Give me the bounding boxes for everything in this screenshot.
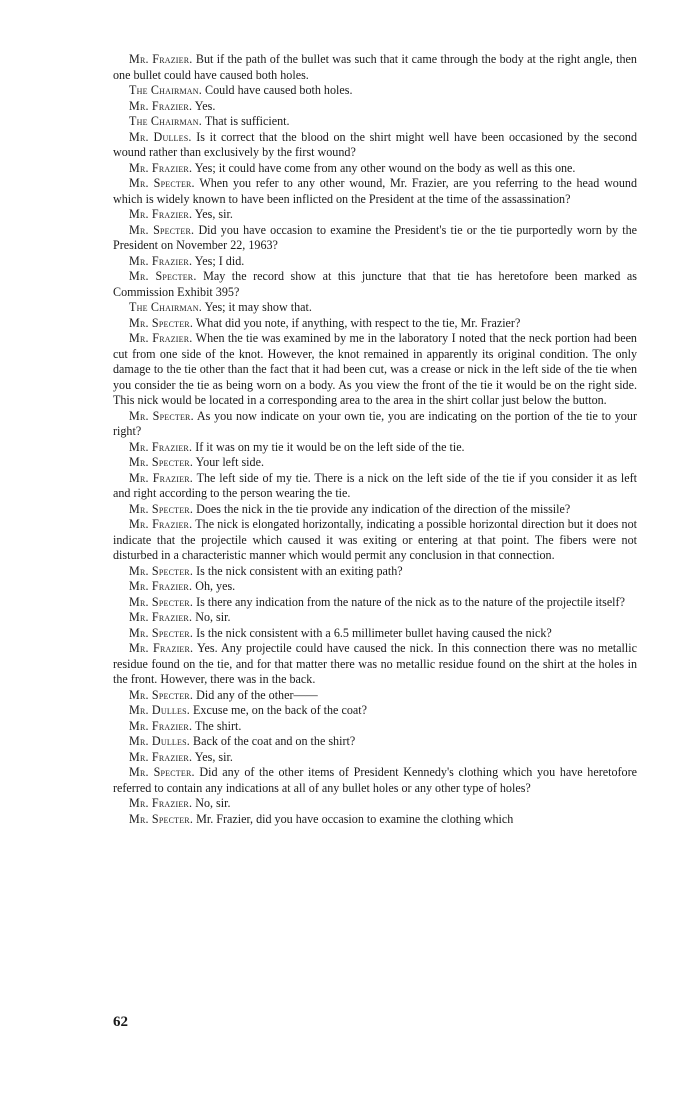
statement-text: Yes. [194,98,216,113]
statement-text: Is it correct that the blood on the shirt might well have been occasioned by the second wound rather than exclusively by the first wound? [113,129,637,159]
speaker-name: Mr. Frazier. [129,610,193,624]
speaker-name: The Chairman. [129,83,202,97]
testimony-paragraph [113,331,637,409]
statement-text: No, sir. [195,796,231,810]
testimony-paragraph [113,130,637,161]
testimony-paragraph [113,114,637,130]
page-number: 62 [113,1014,128,1030]
statement-text: The left side of my tie. There is a nick on the left side of the tie if you consider it as left and right according to the person wearing the tie. [113,470,637,500]
testimony-text [113,52,637,827]
testimony-paragraph [113,595,637,611]
speaker-name: Mr. Specter. [129,222,195,237]
statement-text: No, sir. [195,610,231,624]
testimony-paragraph [113,99,637,115]
testimony-paragraph [113,502,637,518]
testimony-paragraph [113,610,637,626]
speaker-name: Mr. Frazier. [129,796,193,810]
testimony-paragraph [113,52,637,83]
testimony-paragraph [113,254,637,270]
testimony-paragraph [113,812,637,828]
testimony-paragraph [113,688,637,704]
speaker-name: Mr. Specter. [129,594,194,609]
speaker-name: Mr. Specter. [129,408,194,423]
testimony-paragraph [113,719,637,735]
testimony-paragraph [113,207,637,223]
testimony-paragraph [113,176,637,207]
statement-text: Excuse me, on the back of the coat? [193,703,367,717]
statement-text: Yes, sir. [194,207,233,221]
statement-text: Oh, yes. [195,579,236,593]
testimony-paragraph [113,440,637,456]
speaker-name: Mr. Frazier. [129,439,193,454]
testimony-paragraph [113,564,637,580]
speaker-name: Mr. Dulles. [129,129,192,144]
statement-text: Is the nick consistent with a 6.5 millimeter bullet having caused the nick? [196,625,552,640]
statement-text: The nick is elongated horizontally, indicating a possible horizontal direction but it does not indicate that the projectile which caused it was exiting or entering at that point. The fibers were not disturbed in a characteristic manner which would permit any conclusion in that connection. [113,517,637,562]
testimony-paragraph [113,269,637,300]
statement-text: May the record show at this juncture that that tie has heretofore been marked as Commission Exhibit 395? [113,269,637,299]
statement-text: Yes; it could have come from any other wound on the body as well as this one. [194,160,576,175]
testimony-paragraph [113,641,637,688]
statement-text: Did any of the other—— [196,687,318,702]
speaker-name: Mr. Frazier. [129,160,193,175]
speaker-name: Mr. Frazier. [129,331,193,345]
speaker-name: Mr. Specter. [129,315,194,330]
statement-text: Your left side. [195,455,264,469]
testimony-paragraph [113,765,637,796]
speaker-name: Mr. Frazier. [129,641,194,655]
statement-text: Did any of the other items of President Kennedy's clothing which you have heretofore referred to contain any indications at all of any bullet holes or any other type of holes? [113,765,637,795]
speaker-name: Mr. Frazier. [129,579,193,593]
testimony-paragraph [113,471,637,502]
speaker-name: Mr. Frazier. [129,749,193,764]
testimony-paragraph [113,409,637,440]
statement-text: Is the nick consistent with an exiting path? [196,563,403,578]
testimony-paragraph [113,517,637,564]
testimony-paragraph [113,579,637,595]
testimony-paragraph [113,83,637,99]
speaker-name: The Chairman. [129,300,202,314]
speaker-name: Mr. Frazier. [129,718,193,733]
statement-text: Yes, sir. [194,749,233,764]
speaker-name: Mr. Specter. [129,687,194,702]
speaker-name: Mr. Specter. [129,563,194,578]
speaker-name: Mr. Specter. [129,625,194,640]
statement-text: Could have caused both holes. [205,83,353,97]
speaker-name: Mr. Frazier. [129,470,193,485]
testimony-paragraph [113,750,637,766]
speaker-name: Mr. Specter. [129,501,194,516]
testimony-paragraph [113,455,637,471]
statement-text: Yes; it may show that. [204,300,312,314]
statement-text: Is there any indication from the nature of the nick as to the nature of the projectile itself? [196,594,625,609]
speaker-name: Mr. Frazier. [129,253,193,268]
speaker-name: Mr. Dulles. [129,703,190,717]
statement-text: That is sufficient. [204,114,290,128]
statement-text: When the tie was examined by me in the laboratory I noted that the neck portion had been cut from one side of the knot. However, the knot remained in apparently its original condition. The only damage to the tie other than the fact that it had been cut, was a crease or nick in the left side of the tie when you consider the tie as being worn on a body. As you view the front of the tie it would be on the right side. This nick would be located in a corresponding area to the area in the shirt collar just below the button. [113,331,637,407]
statement-text: If it was on my tie it would be on the left side of the tie. [195,439,465,454]
speaker-name: Mr. Specter. [129,455,194,469]
speaker-name: Mr. Specter. [129,811,194,826]
speaker-name: Mr. Frazier. [129,517,193,531]
speaker-name: The Chairman. [129,114,202,128]
testimony-paragraph [113,161,637,177]
testimony-paragraph [113,703,637,719]
statement-text: Back of the coat and on the shirt? [193,734,356,748]
testimony-paragraph [113,626,637,642]
speaker-name: Mr. Dulles. [129,734,190,748]
speaker-name: Mr. Specter. [129,176,195,190]
testimony-paragraph [113,223,637,254]
statement-text: What did you note, if anything, with respect to the tie, Mr. Frazier? [195,315,521,330]
statement-text: As you now indicate on your own tie, you are indicating on the portion of the tie to your right? [113,408,638,438]
statement-text: Did you have occasion to examine the President's tie or the tie purportedly worn by the President on November 22, 1963? [113,222,638,252]
statement-text: Yes; I did. [194,253,245,268]
statement-text: Does the nick in the tie provide any indication of the direction of the missile? [196,501,571,516]
speaker-name: Mr. Frazier. [129,207,193,221]
statement-text: Yes. Any projectile could have caused the nick. In this connection there was no metallic residue found on the tie, and for that matter there was no metallic residue found on the shirt at the holes in the front. However, there was in the back. [113,641,637,686]
statement-text: Mr. Frazier, did you have occasion to examine the clothing which [196,811,514,826]
testimony-paragraph [113,796,637,812]
statement-text: When you refer to any other wound, Mr. Frazier, are you referring to the head wound which is widely known to have been inflicted on the President at the time of the assassination? [113,176,637,206]
speaker-name: Mr. Specter. [129,269,197,283]
speaker-name: Mr. Frazier. [129,52,193,66]
statement-text: The shirt. [195,718,242,733]
speaker-name: Mr. Specter. [129,765,195,779]
speaker-name: Mr. Frazier. [129,98,193,113]
testimony-paragraph [113,734,637,750]
testimony-paragraph [113,300,637,316]
testimony-paragraph [113,316,637,332]
statement-text: But if the path of the bullet was such that it came through the body at the right angle, then one bullet could have caused both holes. [113,52,637,82]
